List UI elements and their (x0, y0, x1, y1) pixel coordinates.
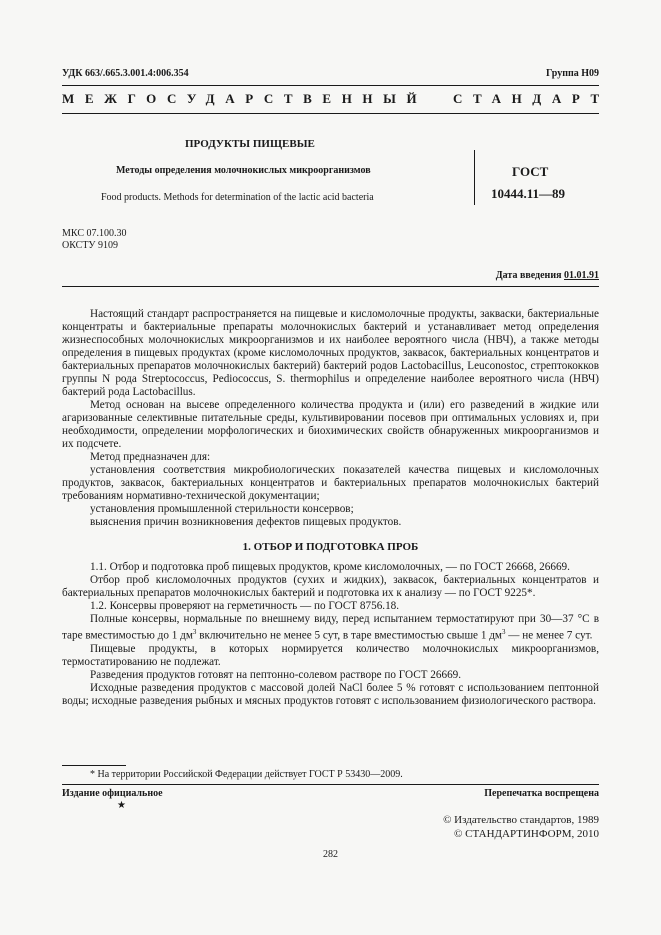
intro-paragraph: установления промышленной стерильности консервов; (90, 503, 354, 515)
section-paragraph: Исходные разведения продуктов с массовой долей NaCl более 5 % готовят с использованием пептонной воды; исходные разведения рыбных и мясных продуктов готовят с использованием физиологического раствора. (62, 681, 599, 707)
intro-paragraph: Метод основан на высеве определенного количества продукта и (или) его разведений в жидкие или агаризованные селективные питательные среды, культивировании посевов при оптимальных условиях и, при необходимости, определении морфологических и биохимических свойств обнаруженных микроорганизмов и их подсчете. (62, 399, 599, 450)
intro-paragraph: Настоящий стандарт распространяется на пищевые и кисломолочные продукты, закваски, бактериальные концентраты и бактериальные препараты молочнокислых бактерий и устанавливает метод определения жизнеспособных молочнокислых микроорганизмов и их наиболее вероятного числа (НВЧ), а также методы определения в пищевых продуктах (кроме кисломолочных продуктов, заквасок, бактериальных концентратов и бактериальных препаратов молочнокислых бактерий) бактерий родов Lactobacillus, Leuconostoc, стрептококков группы N рода Streptococcus, Pediococcus, S. thermophilus и определение наиболее вероятного числа (НВЧ) бактерий рода Lactobacillus. (62, 308, 599, 398)
official-edition: Издание официальное (62, 788, 163, 799)
section-1-text (62, 561, 599, 708)
intro-text (62, 308, 599, 529)
section-paragraph: Пищевые продукты, в которых нормируется количество молочнокислых микроорганизмов, термостатированию не подлежат. (62, 642, 599, 668)
document-subtitle: Методы определения молочнокислых микроорганизмов (116, 165, 371, 176)
okstu-code: ОКСТУ 9109 (62, 240, 119, 251)
title-divider (474, 150, 475, 205)
introduction-date (496, 270, 599, 281)
intro-paragraph: выяснения причин возникновения дефектов пищевых продуктов. (90, 516, 402, 528)
banner-rule (62, 113, 599, 114)
star-mark: ★ (117, 800, 126, 811)
introduction-date-value: 01.01.91 (564, 270, 599, 281)
superscript: 3 (192, 628, 197, 636)
section-paragraph: Разведения продуктов готовят на пептонно-солевом растворе по ГОСТ 26669. (90, 668, 462, 681)
english-title: Food products. Methods for determination of the lactic acid bacteria (101, 192, 374, 203)
introduction-date-label: Дата введения (495, 270, 562, 281)
banner-interstate: МЕЖГОСУДАРСТВЕННЫЙ (62, 91, 428, 106)
gost-label: ГОСТ (512, 164, 549, 179)
banner-standard: СТАНДАРТ (453, 91, 610, 106)
section-paragraph (62, 613, 599, 643)
section-paragraph: Отбор проб кисломолочных продуктов (сухих и жидких), заквасок, бактериальных концентратов и бактериальных препаратов молочнокислых бактерий и подготовка их к анализу — по ГОСТ 9225*. (62, 574, 599, 599)
text-run: включительно не менее 5 сут, в таре вместимостью свыше 1 дм (196, 629, 502, 642)
section-heading: 1. ОТБОР И ПОДГОТОВКА ПРОБ (242, 541, 419, 553)
top-rule (62, 85, 599, 86)
superscript: 3 (502, 628, 506, 636)
footnote: * На территории Российской Федерации действует ГОСТ Р 53430—2009. (90, 769, 403, 780)
text-run: Полные консервы, нормальные по внешнему виду, перед испытанием термостатируют при 30—37 °С в таре вместимостью до 1 дм (62, 613, 599, 642)
copyright-1989: © Издательство стандартов, 1989 (443, 814, 599, 826)
gost-number: 10444.11—89 (491, 186, 566, 201)
footnote-rule (62, 765, 126, 766)
group-code: Группа Н09 (546, 68, 599, 79)
mks-code: МКС 07.100.30 (62, 228, 127, 239)
reprint-prohibited: Перепечатка воспрещена (484, 788, 599, 799)
intro-paragraph: установления соответствия микробиологических показателей качества пищевых и кисломолочных продуктов, заквасок, бактериальных концентратов и бактериальных препаратов молочнокислых бактерий требованиям нормативно-технической документации; (62, 464, 599, 502)
section-paragraph: 1.2. Консервы проверяют на герметичность — по ГОСТ 8756.18. (90, 600, 400, 612)
udk-code: УДК 663/.665.3.001.4:006.354 (62, 68, 189, 79)
document-title: ПРОДУКТЫ ПИЩЕВЫЕ (185, 138, 315, 150)
section-paragraph: 1.1. Отбор и подготовка проб пищевых продуктов, кроме кисломолочных, — по ГОСТ 26668, 26669. (90, 561, 570, 573)
date-rule (62, 286, 599, 287)
text-run: — не менее 7 сут. (505, 629, 593, 642)
intro-paragraph: Метод предназначен для: (90, 451, 211, 463)
page-number: 282 (323, 849, 338, 860)
footer-rule (62, 784, 599, 785)
copyright-2010: © СТАНДАРТИНФОРМ, 2010 (454, 828, 599, 840)
